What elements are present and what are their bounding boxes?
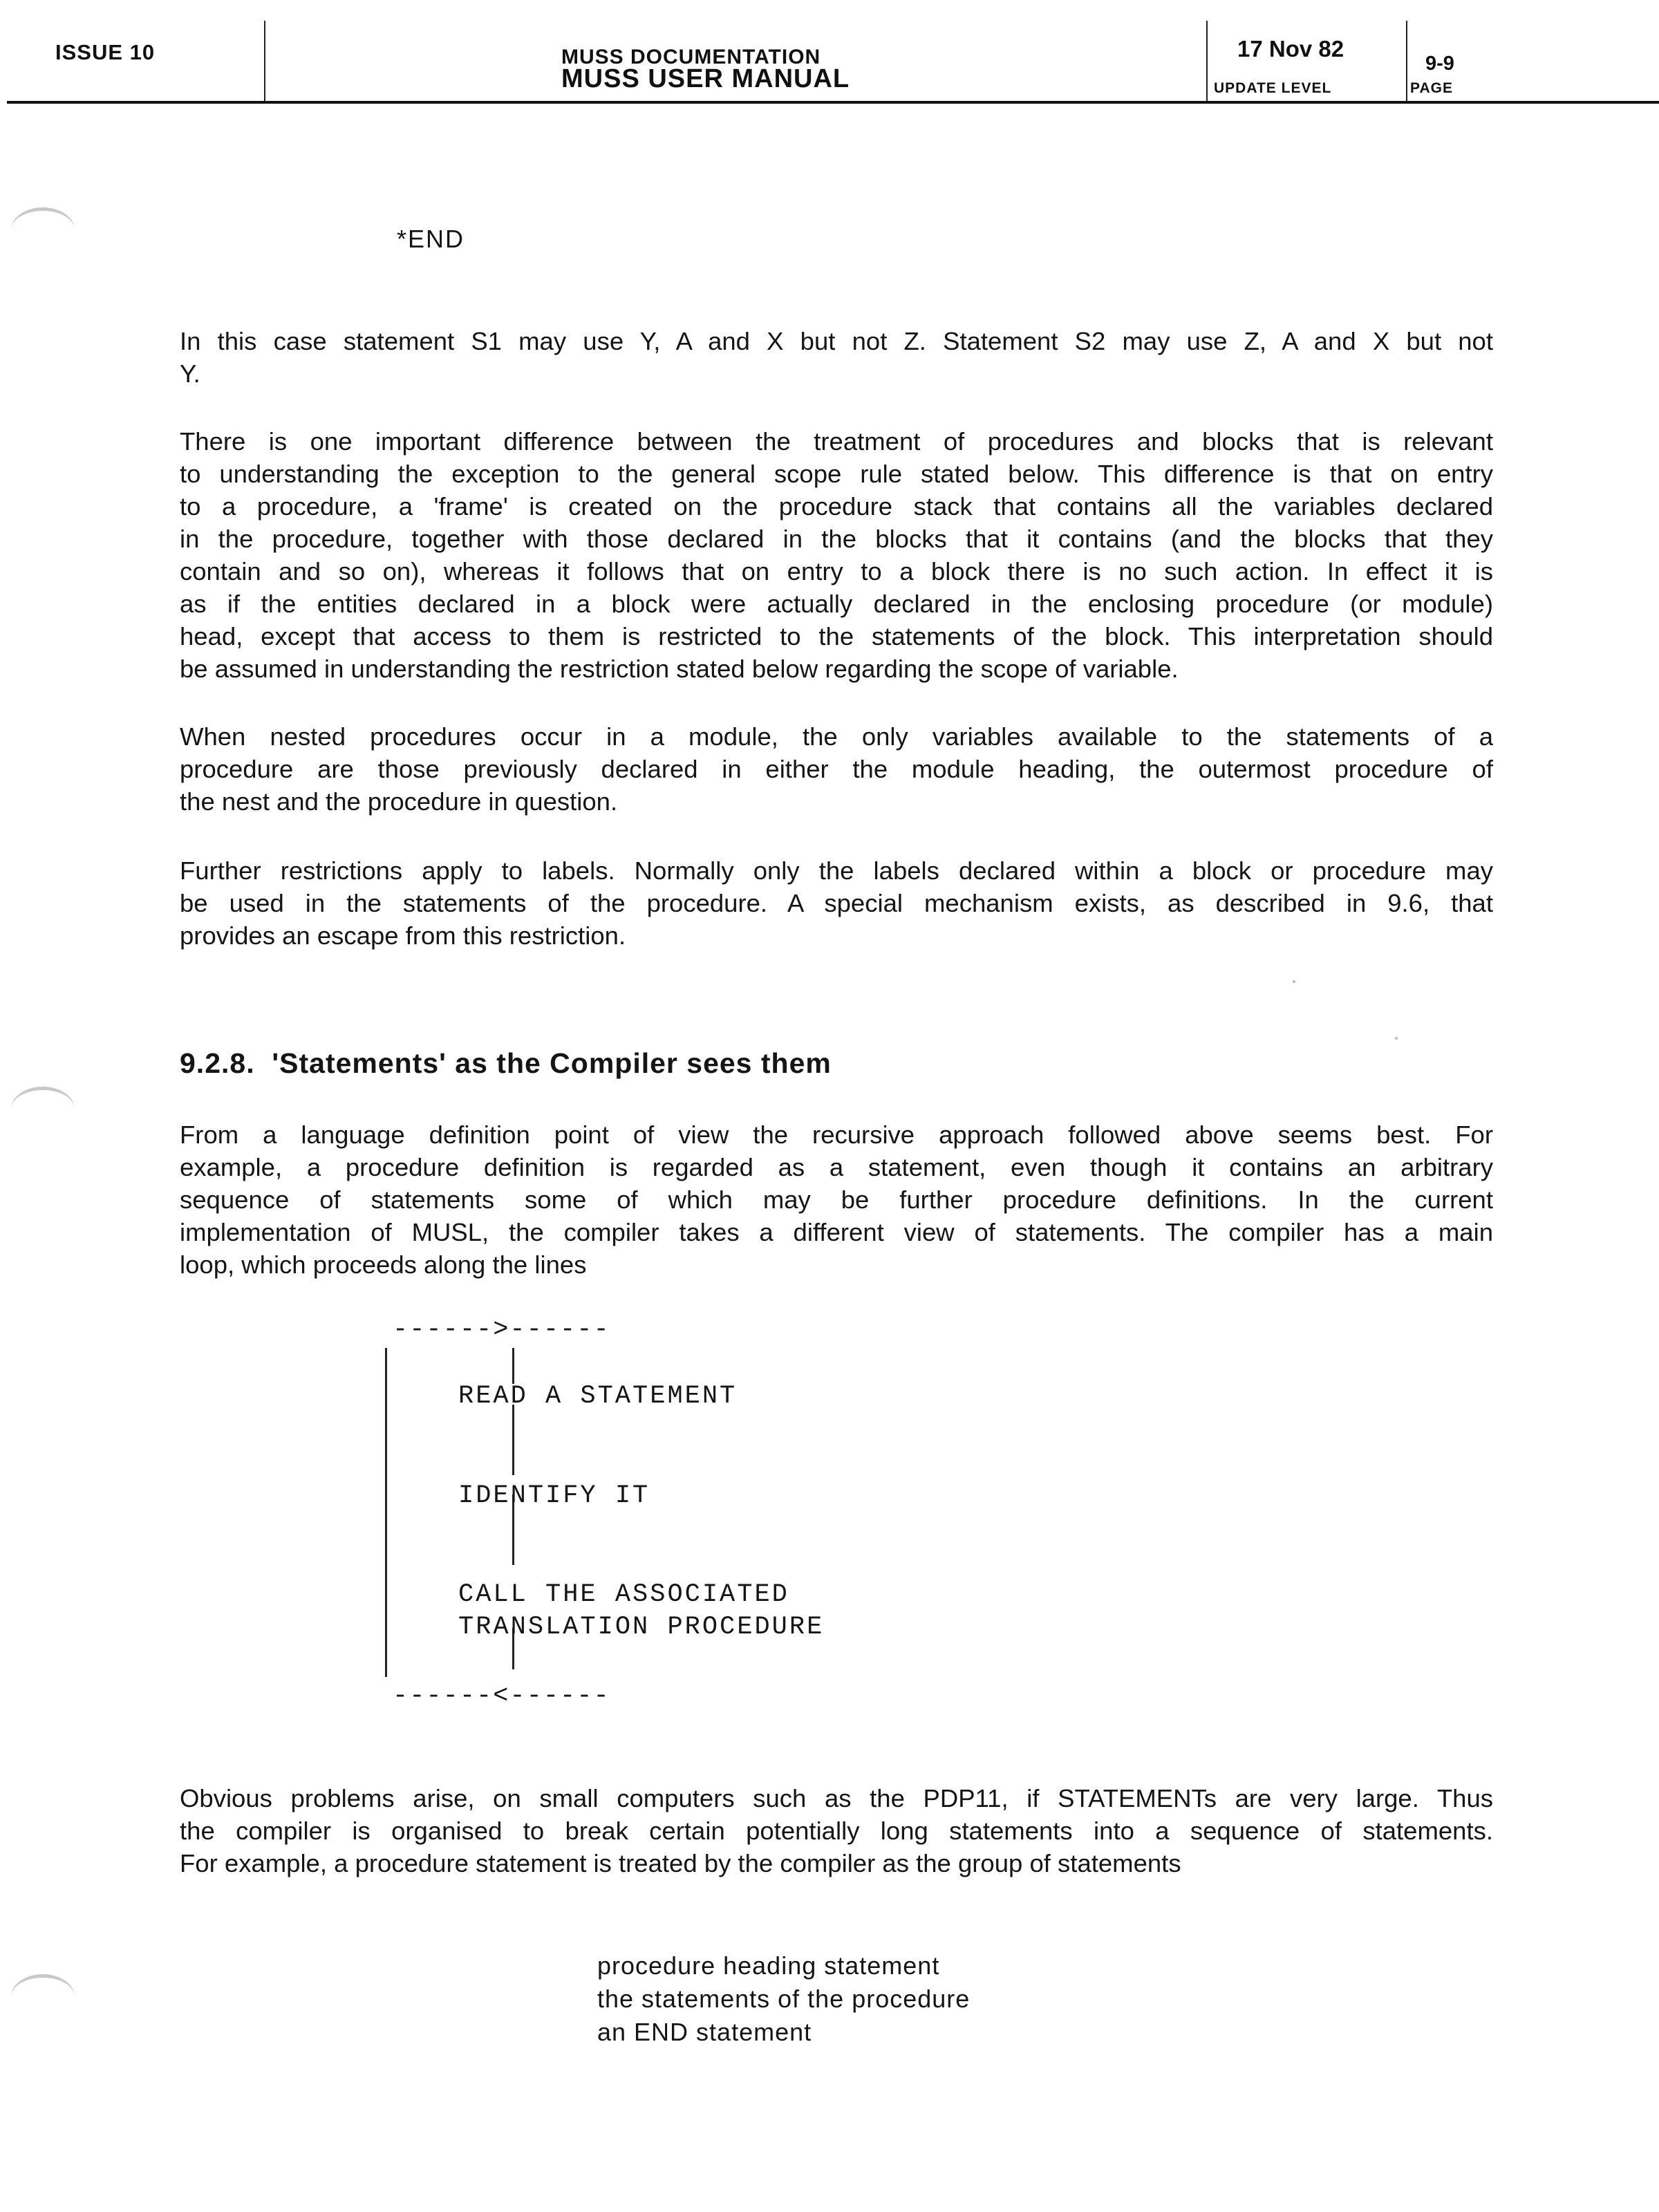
loop-step-identify: IDENTIFY IT (458, 1481, 650, 1510)
paragraph-label-restrictions (180, 854, 1493, 952)
update-level-label: UPDATE LEVEL (1214, 80, 1332, 96)
header-divider (1206, 21, 1208, 102)
list-item: an END statement (597, 2018, 812, 2046)
hole-punch-mark (11, 1087, 75, 1132)
statement-group-list (597, 1949, 970, 2049)
header-rule (7, 101, 1659, 104)
paragraph-line: Obvious problems arise, on small computers such as the PDP11, if STATEMENTs are very large. Thus (180, 1784, 1493, 1812)
page-header (0, 0, 1659, 104)
paragraph-line: provides an escape from this restriction. (180, 921, 626, 950)
page-number: 9-9 (1425, 53, 1454, 75)
paragraph-line: procedure are those previously declared in either the module heading, the outermost procedure of (180, 755, 1493, 783)
paragraph-line: For example, a procedure statement is treated by the compiler as the group of statements (180, 1849, 1181, 1877)
paragraph-obvious-problems (180, 1782, 1493, 1880)
paragraph-procedures-vs-blocks (180, 425, 1493, 685)
header-divider (1406, 21, 1407, 102)
paragraph-nested-procedures (180, 720, 1493, 818)
hole-punch-mark (11, 207, 75, 252)
loop-bottom-connector: ------<------ (393, 1682, 610, 1711)
paragraph-line: sequence of statements some of which may be further procedure definitions. In the current (180, 1185, 1493, 1214)
loop-return-line (385, 1348, 387, 1677)
flow-connector (512, 1348, 514, 1384)
scan-speck (1395, 1037, 1398, 1040)
flow-connector (512, 1405, 514, 1475)
paragraph-line: There is one important difference between the treatment of procedures and blocks that is relevant (180, 427, 1493, 456)
doc-title: MUSS USER MANUAL (561, 64, 850, 93)
paragraph-line: the compiler is organised to break certain potentially long statements into a sequence of statements. (180, 1817, 1493, 1845)
section-title: 'Statements' as the Compiler sees them (272, 1047, 832, 1079)
paragraph-line: the nest and the procedure in question. (180, 787, 618, 816)
issue-label: ISSUE 10 (55, 40, 156, 64)
loop-step-translation: TRANSLATION PROCEDURE (458, 1613, 825, 1642)
paragraph-line: example, a procedure definition is regarded as a statement, even though it contains an arbitrary (180, 1153, 1493, 1181)
paragraph-line: From a language definition point of view the recursive approach followed above seems best. For (180, 1121, 1493, 1149)
header-divider (264, 21, 265, 102)
paragraph-line: Further restrictions apply to labels. Normally only the labels declared within a block or procedure may (180, 856, 1493, 885)
paragraph-line: be assumed in understanding the restriction stated below regarding the scope of variable. (180, 655, 1179, 683)
paragraph-line: as if the entities declared in a block were actually declared in the enclosing procedure (or module) (180, 590, 1493, 618)
scan-speck (1293, 980, 1295, 983)
loop-top-connector: ------>------ (393, 1315, 610, 1344)
paragraph-line: be used in the statements of the procedure. A special mechanism exists, as described in 9.6, that (180, 889, 1493, 917)
paragraph-line: to a procedure, a 'frame' is created on the procedure stack that contains all the variables declared (180, 492, 1493, 521)
list-item: procedure heading statement (597, 1951, 940, 1980)
paragraph-line: Y. (180, 359, 200, 388)
paragraph-line: loop, which proceeds along the lines (180, 1250, 587, 1279)
paragraph-line: head, except that access to them is restricted to the statements of the block. This interpretation should (180, 622, 1493, 650)
paragraph-line: to understanding the exception to the general scope rule stated below. This difference is that on entry (180, 460, 1493, 488)
paragraph-line: When nested procedures occur in a module, the only variables available to the statements of a (180, 722, 1493, 751)
section-heading (180, 1047, 832, 1080)
update-date: 17 Nov 82 (1237, 36, 1344, 62)
paragraph-language-definition (180, 1118, 1493, 1281)
page-label: PAGE (1410, 80, 1453, 96)
list-item: the statements of the procedure (597, 1985, 971, 2013)
section-number: 9.2.8. (180, 1047, 255, 1079)
loop-step-call: CALL THE ASSOCIATED (458, 1580, 789, 1609)
paragraph-line: contain and so on), whereas it follows that on entry to a block there is no such action. In effect it is (180, 557, 1493, 585)
doc-series: MUSS DOCUMENTATION (561, 46, 821, 68)
paragraph-scope-example (180, 325, 1493, 390)
paragraph-line: in the procedure, together with those declared in the blocks that it contains (and the blocks that they (180, 525, 1493, 553)
paragraph-line: implementation of MUSL, the compiler takes a different view of statements. The compiler has a main (180, 1218, 1493, 1246)
paragraph-line: In this case statement S1 may use Y, A and X but not Z. Statement S2 may use Z, A and X but not (180, 327, 1493, 355)
hole-punch-mark (11, 1974, 75, 2019)
code-end-marker: *END (397, 225, 465, 253)
loop-step-read: READ A STATEMENT (458, 1382, 738, 1411)
